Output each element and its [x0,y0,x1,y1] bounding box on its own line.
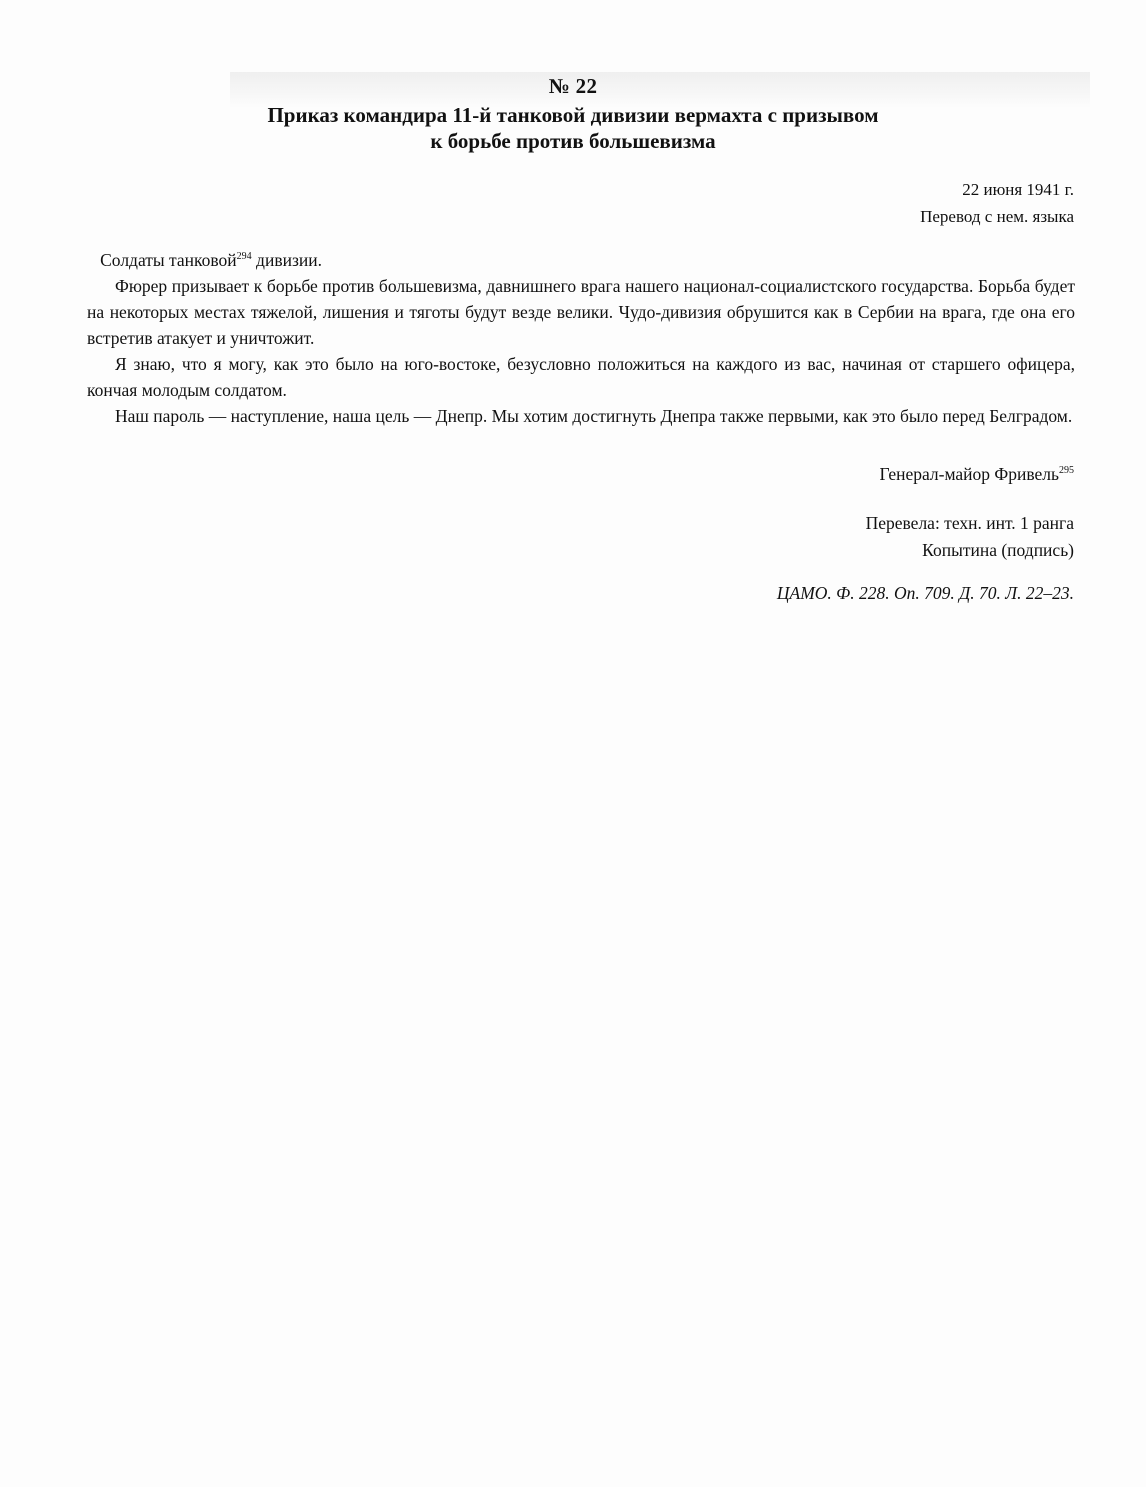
translator-block [866,510,1074,564]
title-line-2: к борьбе против большевизма [430,129,716,153]
paragraph-1-text: Фюрер призывает к борьбе против большевизма, давнишнего врага нашего национал-социалистского государства. Борьба будет на некоторых местах тяжелой, лишения и тяготы будут везде велики. Чудо-дивизия обрушится как в Сербии на врага, где она его встретив атакует и уничтожит. [87,276,1075,348]
document-body [87,247,1075,429]
greeting-end: дивизии. [251,250,322,270]
footnote-ref-295: 295 [1059,465,1074,477]
paragraph-1 [87,273,1075,351]
document-title [183,102,963,154]
greeting-text: Солдаты танковой [100,250,237,270]
archive-reference: ЦАМО. Ф. 228. Оп. 709. Д. 70. Л. 22–23. [776,583,1074,603]
translation-note: Перевод с нем. языка [920,207,1074,226]
paragraph-2 [87,351,1075,403]
greeting-line [87,247,1075,273]
signature [880,461,1074,487]
footnote-ref-294: 294 [236,251,252,263]
signature-text: Генерал-майор Фривель [879,464,1059,484]
translator-line-1: Перевела: техн. инт. 1 ранга [865,513,1074,533]
paragraph-2-text: Я знаю, что я могу, как это было на юго-востоке, безусловно положиться на каждого из вас, начиная от старшего офицера, кончая молодым солдатом. [87,354,1075,400]
title-line-1: Приказ командира 11-й танковой дивизии вермахта с призывом [267,103,879,127]
document-number: № 22 [548,74,598,98]
document-meta [920,176,1074,230]
paragraph-3 [87,403,1075,429]
paragraph-3-text: Наш пароль — наступление, наша цель — Днепр. Мы хотим достигнуть Днепра также первыми, как это было перед Белградом. [115,406,1073,426]
document-date: 22 июня 1941 г. [962,180,1074,199]
translator-line-2: Копытина (подпись) [922,540,1074,560]
